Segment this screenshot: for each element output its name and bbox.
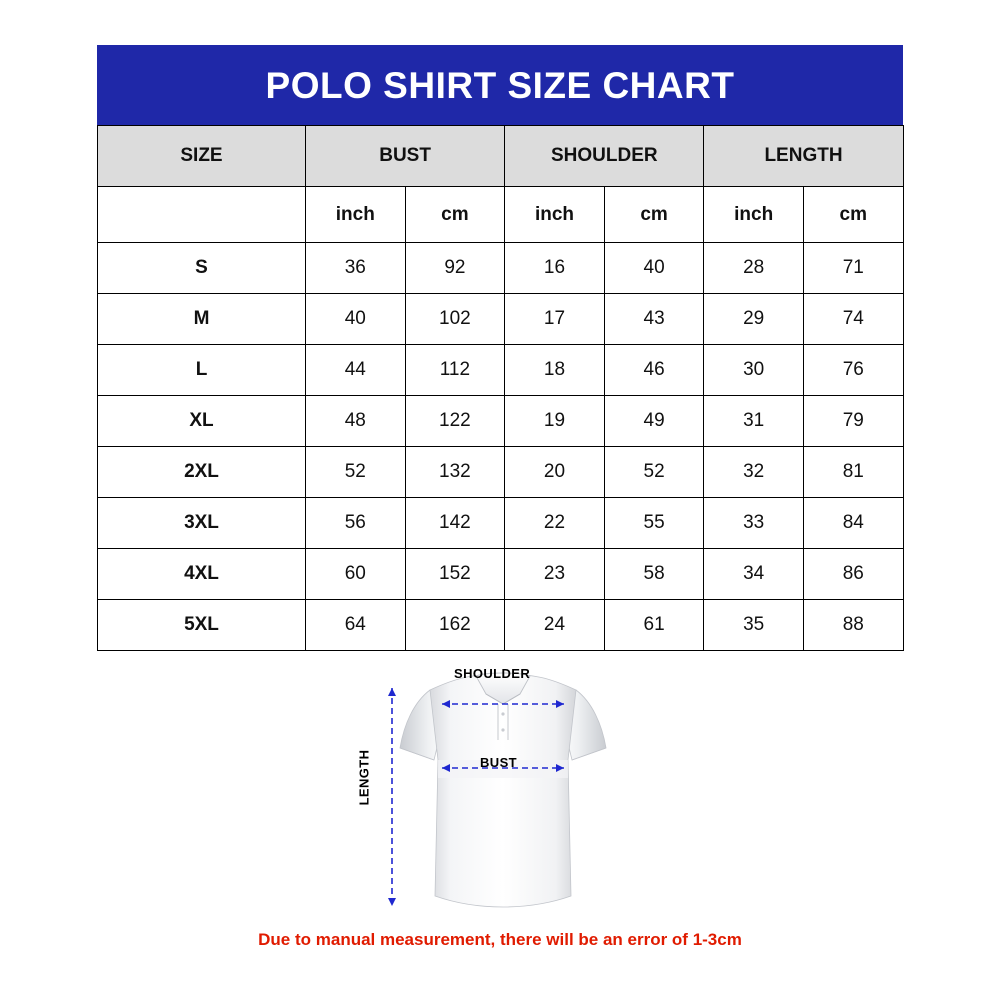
cell-size: 4XL: [98, 549, 306, 600]
cell-bust-inch: 56: [306, 498, 406, 549]
cell-shoulder-inch: 24: [505, 600, 605, 651]
cell-shoulder-inch: 16: [505, 243, 605, 294]
cell-length-cm: 81: [803, 447, 903, 498]
cell-length-cm: 86: [803, 549, 903, 600]
cell-shoulder-inch: 18: [505, 345, 605, 396]
unit-cell-length-inch: inch: [704, 187, 804, 243]
button-top: [501, 712, 504, 715]
size-chart-block: [97, 45, 903, 651]
cell-length-cm: 88: [803, 600, 903, 651]
page-title: POLO SHIRT SIZE CHART: [97, 45, 903, 125]
cell-shoulder-cm: 61: [604, 600, 704, 651]
cell-length-cm: 79: [803, 396, 903, 447]
cell-shoulder-inch: 17: [505, 294, 605, 345]
cell-bust-cm: 102: [405, 294, 505, 345]
table-row: [98, 447, 904, 498]
unit-cell-length-cm: cm: [803, 187, 903, 243]
cell-size: 5XL: [98, 600, 306, 651]
cell-size: 3XL: [98, 498, 306, 549]
cell-bust-cm: 162: [405, 600, 505, 651]
cell-shoulder-cm: 58: [604, 549, 704, 600]
column-header-length: LENGTH: [704, 126, 903, 187]
shoulder-label: SHOULDER: [454, 666, 531, 681]
table-header-row: [98, 126, 904, 187]
cell-length-inch: 29: [704, 294, 804, 345]
cell-bust-inch: 64: [306, 600, 406, 651]
table-row: [98, 243, 904, 294]
table-row: [98, 294, 904, 345]
cell-length-cm: 74: [803, 294, 903, 345]
cell-shoulder-cm: 43: [604, 294, 704, 345]
column-header-size: SIZE: [98, 126, 306, 187]
cell-bust-cm: 132: [405, 447, 505, 498]
cell-bust-inch: 40: [306, 294, 406, 345]
table-unit-row: [98, 187, 904, 243]
cell-bust-cm: 122: [405, 396, 505, 447]
table-row: [98, 396, 904, 447]
cell-bust-cm: 142: [405, 498, 505, 549]
cell-shoulder-cm: 52: [604, 447, 704, 498]
cell-length-inch: 34: [704, 549, 804, 600]
cell-shoulder-inch: 19: [505, 396, 605, 447]
cell-bust-inch: 60: [306, 549, 406, 600]
cell-size: L: [98, 345, 306, 396]
cell-shoulder-inch: 22: [505, 498, 605, 549]
table-row: [98, 549, 904, 600]
column-header-shoulder: SHOULDER: [505, 126, 704, 187]
cell-shoulder-inch: 23: [505, 549, 605, 600]
cell-shoulder-cm: 40: [604, 243, 704, 294]
unit-cell-bust-inch: inch: [306, 187, 406, 243]
cell-size: S: [98, 243, 306, 294]
unit-cell-shoulder-inch: inch: [505, 187, 605, 243]
size-chart-table: [97, 125, 904, 651]
length-arrow-top: [388, 688, 396, 696]
cell-bust-inch: 48: [306, 396, 406, 447]
column-header-bust: BUST: [306, 126, 505, 187]
length-label: LENGTH: [356, 749, 372, 806]
cell-length-inch: 31: [704, 396, 804, 447]
button-bottom: [501, 728, 504, 731]
cell-length-inch: 33: [704, 498, 804, 549]
cell-length-inch: 35: [704, 600, 804, 651]
table-row: [98, 498, 904, 549]
shirt-body: [430, 674, 576, 907]
cell-bust-inch: 52: [306, 447, 406, 498]
measurement-diagram: [340, 630, 670, 930]
unit-cell-shoulder-cm: cm: [604, 187, 704, 243]
cell-length-inch: 32: [704, 447, 804, 498]
cell-bust-cm: 152: [405, 549, 505, 600]
cell-bust-inch: 36: [306, 243, 406, 294]
cell-length-cm: 76: [803, 345, 903, 396]
table-row: [98, 345, 904, 396]
cell-shoulder-cm: 49: [604, 396, 704, 447]
cell-size: M: [98, 294, 306, 345]
length-arrow-bottom: [388, 898, 396, 906]
cell-length-cm: 71: [803, 243, 903, 294]
cell-length-inch: 30: [704, 345, 804, 396]
unit-cell-blank: [98, 187, 306, 243]
polo-shirt-illustration: [368, 648, 638, 918]
cell-size: XL: [98, 396, 306, 447]
cell-bust-cm: 92: [405, 243, 505, 294]
bust-label: BUST: [480, 755, 517, 770]
cell-shoulder-inch: 20: [505, 447, 605, 498]
unit-cell-bust-cm: cm: [405, 187, 505, 243]
cell-length-cm: 84: [803, 498, 903, 549]
measurement-disclaimer: Due to manual measurement, there will be an error of 1-3cm: [258, 930, 742, 949]
cell-length-inch: 28: [704, 243, 804, 294]
cell-shoulder-cm: 55: [604, 498, 704, 549]
cell-size: 2XL: [98, 447, 306, 498]
cell-bust-inch: 44: [306, 345, 406, 396]
cell-shoulder-cm: 46: [604, 345, 704, 396]
cell-bust-cm: 112: [405, 345, 505, 396]
